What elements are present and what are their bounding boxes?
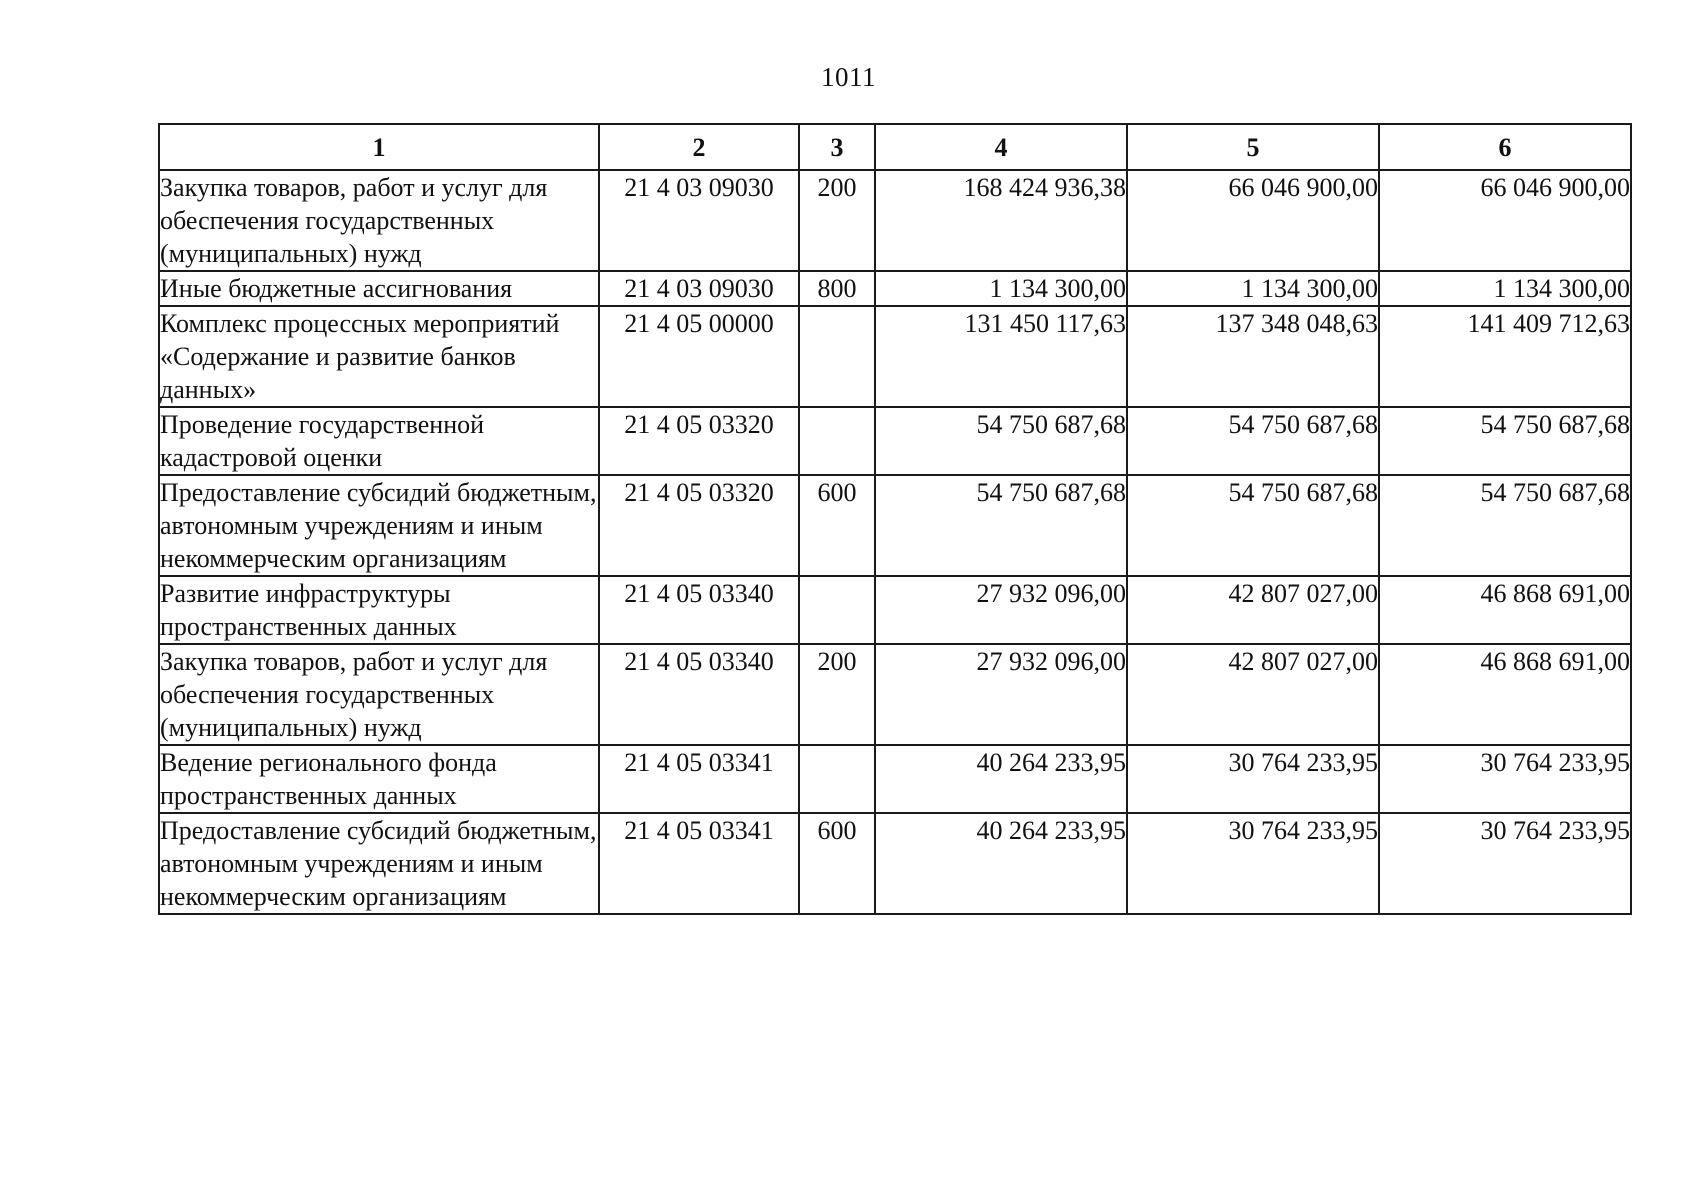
header-col-5: 5 (1127, 124, 1379, 170)
amount-col-4: 54 750 687,68 (875, 407, 1127, 475)
amount-col-6: 30 764 233,95 (1379, 813, 1631, 914)
expense-name: Закупка товаров, работ и услуг для обеспечения государственных (муниципальных) нужд (159, 644, 599, 745)
expense-name: Проведение государственной кадастровой оценки (159, 407, 599, 475)
target-article-code: 21 4 05 03341 (599, 745, 799, 813)
target-article-code: 21 4 03 09030 (599, 170, 799, 271)
header-col-2: 2 (599, 124, 799, 170)
amount-col-6: 46 868 691,00 (1379, 644, 1631, 745)
expense-type-code: 800 (799, 271, 875, 306)
amount-col-4: 40 264 233,95 (875, 813, 1127, 914)
amount-col-4: 168 424 936,38 (875, 170, 1127, 271)
expense-type-code (799, 407, 875, 475)
expense-type-code: 200 (799, 170, 875, 271)
amount-col-5: 54 750 687,68 (1127, 475, 1379, 576)
expense-name: Развитие инфраструктуры пространственных данных (159, 576, 599, 644)
header-col-3: 3 (799, 124, 875, 170)
amount-col-5: 42 807 027,00 (1127, 644, 1379, 745)
expense-type-code (799, 306, 875, 407)
amount-col-5: 42 807 027,00 (1127, 576, 1379, 644)
header-col-4: 4 (875, 124, 1127, 170)
header-col-1: 1 (159, 124, 599, 170)
table-row (159, 407, 1631, 475)
amount-col-5: 54 750 687,68 (1127, 407, 1379, 475)
amount-col-6: 66 046 900,00 (1379, 170, 1631, 271)
target-article-code: 21 4 03 09030 (599, 271, 799, 306)
amount-col-6: 141 409 712,63 (1379, 306, 1631, 407)
table-row (159, 170, 1631, 271)
table-row (159, 644, 1631, 745)
target-article-code: 21 4 05 00000 (599, 306, 799, 407)
table-body (159, 170, 1631, 914)
table-header (159, 124, 1631, 170)
expense-name: Предоставление субсидий бюджетным, автономным учреждениям и иным некоммерческим организациям (159, 475, 599, 576)
budget-table (158, 123, 1632, 915)
amount-col-6: 30 764 233,95 (1379, 745, 1631, 813)
amount-col-6: 54 750 687,68 (1379, 407, 1631, 475)
table-row (159, 576, 1631, 644)
table-row (159, 306, 1631, 407)
table-row (159, 271, 1631, 306)
table-row (159, 745, 1631, 813)
expense-name: Закупка товаров, работ и услуг для обеспечения государственных (муниципальных) нужд (159, 170, 599, 271)
amount-col-4: 27 932 096,00 (875, 576, 1127, 644)
expense-type-code (799, 745, 875, 813)
target-article-code: 21 4 05 03320 (599, 475, 799, 576)
expense-name: Комплекс процессных мероприятий «Содержание и развитие банков данных» (159, 306, 599, 407)
amount-col-4: 1 134 300,00 (875, 271, 1127, 306)
expense-type-code: 200 (799, 644, 875, 745)
expense-type-code: 600 (799, 813, 875, 914)
amount-col-5: 137 348 048,63 (1127, 306, 1379, 407)
amount-col-4: 27 932 096,00 (875, 644, 1127, 745)
expense-name: Предоставление субсидий бюджетным, автономным учреждениям и иным некоммерческим организациям (159, 813, 599, 914)
expense-type-code: 600 (799, 475, 875, 576)
amount-col-4: 131 450 117,63 (875, 306, 1127, 407)
page-number: 1011 (821, 62, 876, 92)
header-col-6: 6 (1379, 124, 1631, 170)
amount-col-6: 54 750 687,68 (1379, 475, 1631, 576)
target-article-code: 21 4 05 03341 (599, 813, 799, 914)
expense-name: Ведение регионального фонда пространственных данных (159, 745, 599, 813)
amount-col-4: 54 750 687,68 (875, 475, 1127, 576)
amount-col-5: 30 764 233,95 (1127, 813, 1379, 914)
amount-col-6: 1 134 300,00 (1379, 271, 1631, 306)
target-article-code: 21 4 05 03340 (599, 644, 799, 745)
amount-col-5: 66 046 900,00 (1127, 170, 1379, 271)
expense-name: Иные бюджетные ассигнования (159, 271, 599, 306)
target-article-code: 21 4 05 03340 (599, 576, 799, 644)
table-row (159, 813, 1631, 914)
amount-col-6: 46 868 691,00 (1379, 576, 1631, 644)
amount-col-4: 40 264 233,95 (875, 745, 1127, 813)
target-article-code: 21 4 05 03320 (599, 407, 799, 475)
amount-col-5: 30 764 233,95 (1127, 745, 1379, 813)
header-row (159, 124, 1631, 170)
table-row (159, 475, 1631, 576)
amount-col-5: 1 134 300,00 (1127, 271, 1379, 306)
expense-type-code (799, 576, 875, 644)
